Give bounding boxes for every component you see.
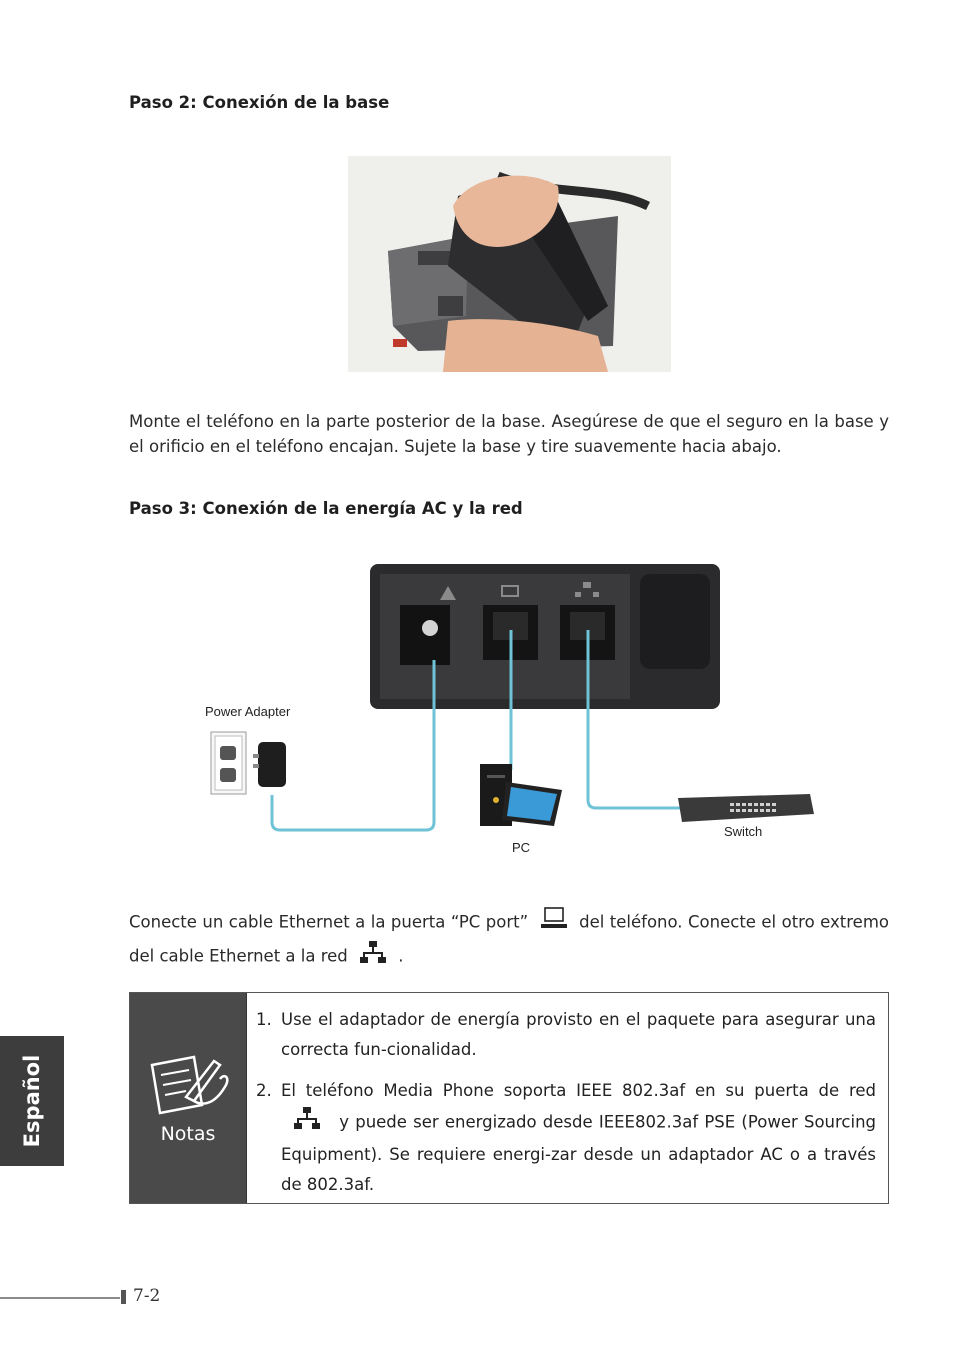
language-side-tab-label: Español — [20, 1054, 44, 1148]
notes-box — [129, 992, 889, 1204]
note-item — [256, 1076, 876, 1200]
notes-pen-icon — [144, 1051, 234, 1121]
note-text-before: El teléfono Media Phone soporta IEEE 802.3af en su puerta de red — [281, 1081, 876, 1100]
connect-text-after: del teléfono. Conecte el otro extremo del cable Ethernet a la red — [129, 912, 889, 966]
connect-end: . — [398, 946, 404, 966]
notes-label: Notas — [160, 1123, 216, 1145]
connect-paragraph — [129, 906, 889, 974]
footer-marker — [121, 1290, 126, 1304]
base-mounting-photo — [348, 156, 671, 372]
note-item — [256, 1005, 876, 1065]
switch-label: Switch — [724, 824, 763, 839]
note-text: Use el adaptador de energía provisto en el paquete para asegurar una correcta fun-cionalidad. — [281, 1010, 876, 1059]
pc-label: PC — [512, 840, 531, 855]
note-number: 1. — [256, 1010, 272, 1029]
connection-diagram — [200, 560, 820, 860]
network-switch — [678, 794, 814, 822]
power-adapter — [258, 742, 286, 787]
network-icon — [293, 1106, 321, 1140]
notes-list — [256, 1005, 876, 1211]
note-text-after: y puede ser energizado desde IEEE802.3af PSE (Power Sourcing Equipment). Se requiere energi-zar desde un adaptador AC o a través de 802.3af. — [281, 1112, 877, 1194]
step2-paragraph: Monte el teléfono en la parte posterior de la base. Asegúrese de que el seguro en la base y el orificio en el teléfono encajan. Sujete la base y tire suavemente hacia abajo. — [129, 412, 889, 456]
power-adapter-label: Power Adapter — [205, 704, 291, 719]
dc-jack — [400, 605, 450, 665]
note-number: 2. — [256, 1081, 272, 1100]
footer-rule — [0, 1297, 120, 1299]
base-mounting-illustration — [348, 156, 671, 372]
language-side-tab — [0, 1036, 64, 1166]
page-number: 7-2 — [133, 1286, 161, 1306]
step2-heading: Paso 2: Conexión de la base — [129, 93, 390, 112]
network-icon — [359, 940, 387, 974]
connect-text-before: Conecte un cable Ethernet a la puerta “PC port” — [129, 912, 529, 932]
pc-port-icon — [540, 906, 568, 940]
notes-sidebar — [130, 993, 247, 1203]
step3-heading: Paso 3: Conexión de la energía AC y la red — [129, 499, 523, 518]
